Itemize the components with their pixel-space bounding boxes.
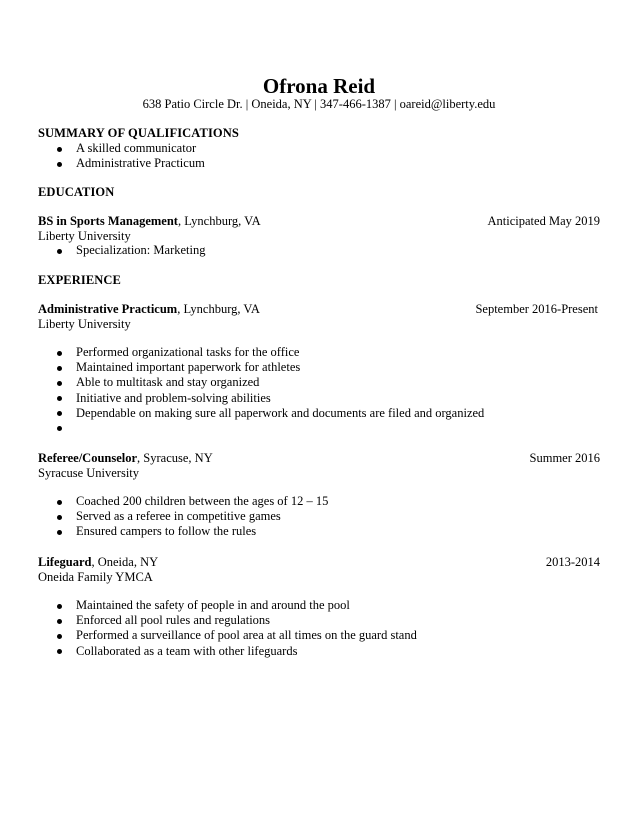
job-location: , Oneida, NY: [91, 555, 159, 569]
job-line: [38, 450, 600, 466]
job-date: Summer 2016: [529, 451, 600, 465]
job-line: [38, 301, 600, 317]
job-location: , Syracuse, NY: [137, 451, 213, 465]
list-item: Collaborated as a team with other lifeguards: [0, 644, 600, 659]
list-item: Initiative and problem-solving abilities: [0, 391, 600, 406]
list-item: Administrative Practicum: [0, 156, 600, 171]
bullet-icon: [57, 351, 62, 356]
job-title: Lifeguard: [38, 555, 92, 569]
degree-location: , Lynchburg, VA: [177, 214, 261, 228]
job-duties-list: [0, 345, 600, 436]
bullet-icon: [57, 411, 62, 416]
bullet-icon: [57, 381, 62, 386]
job-organization: Oneida Family YMCA: [38, 570, 153, 584]
list-item: Performed a surveillance of pool area at all times on the guard stand: [0, 628, 600, 643]
experience-heading: EXPERIENCE: [38, 273, 121, 287]
summary-list: [0, 141, 600, 171]
list-item: Able to multitask and stay organized: [0, 375, 600, 390]
list-item: Performed organizational tasks for the office: [0, 345, 600, 360]
job-date: September 2016-Present: [475, 302, 598, 316]
list-item: Dependable on making sure all paperwork and documents are filed and organized: [0, 406, 600, 421]
list-item: Served as a referee in competitive games: [0, 509, 600, 524]
list-item: Maintained the safety of people in and around the pool: [0, 598, 600, 613]
job-organization: Syracuse University: [38, 466, 140, 480]
bullet-icon: [57, 515, 62, 520]
list-item: A skilled communicator: [0, 141, 600, 156]
bullet-icon: [57, 249, 62, 254]
candidate-name: Ofrona Reid: [262, 74, 376, 98]
job-location: , Lynchburg, VA: [177, 302, 260, 316]
job-duties-list: [0, 494, 600, 540]
job-organization: Liberty University: [38, 317, 131, 331]
bullet-icon: [57, 366, 62, 371]
summary-heading: SUMMARY OF QUALIFICATIONS: [38, 126, 239, 140]
bullet-icon: [57, 162, 62, 167]
bullet-icon: [57, 649, 62, 654]
education-heading: EDUCATION: [38, 185, 115, 199]
degree-title: BS in Sports Management: [38, 214, 178, 228]
job-line: [38, 554, 600, 570]
education-line: [38, 213, 600, 229]
job-duties-list: [0, 598, 600, 659]
bullet-icon: [57, 619, 62, 624]
bullet-icon: [57, 530, 62, 535]
list-item: Ensured campers to follow the rules: [0, 524, 600, 539]
list-item: Maintained important paperwork for athletes: [0, 360, 600, 375]
job-title: Administrative Practicum: [38, 302, 178, 316]
list-item: Coached 200 children between the ages of 12 – 15: [0, 494, 600, 509]
bullet-icon: [57, 634, 62, 639]
job-title: Referee/Counselor: [38, 451, 138, 465]
list-item: Specialization: Marketing: [0, 243, 600, 258]
education-list: [0, 243, 600, 258]
job-date: 2013-2014: [545, 555, 600, 569]
school-name: Liberty University: [38, 229, 131, 243]
contact-line: 638 Patio Circle Dr. | Oneida, NY | 347-466-1387 | oareid@liberty.edu: [142, 97, 496, 111]
degree-date: Anticipated May 2019: [487, 214, 600, 228]
bullet-icon: [57, 426, 62, 431]
bullet-icon: [57, 147, 62, 152]
list-item: Enforced all pool rules and regulations: [0, 613, 600, 628]
bullet-icon: [57, 396, 62, 401]
bullet-icon: [57, 604, 62, 609]
list-item: [0, 421, 600, 436]
bullet-icon: [57, 500, 62, 505]
